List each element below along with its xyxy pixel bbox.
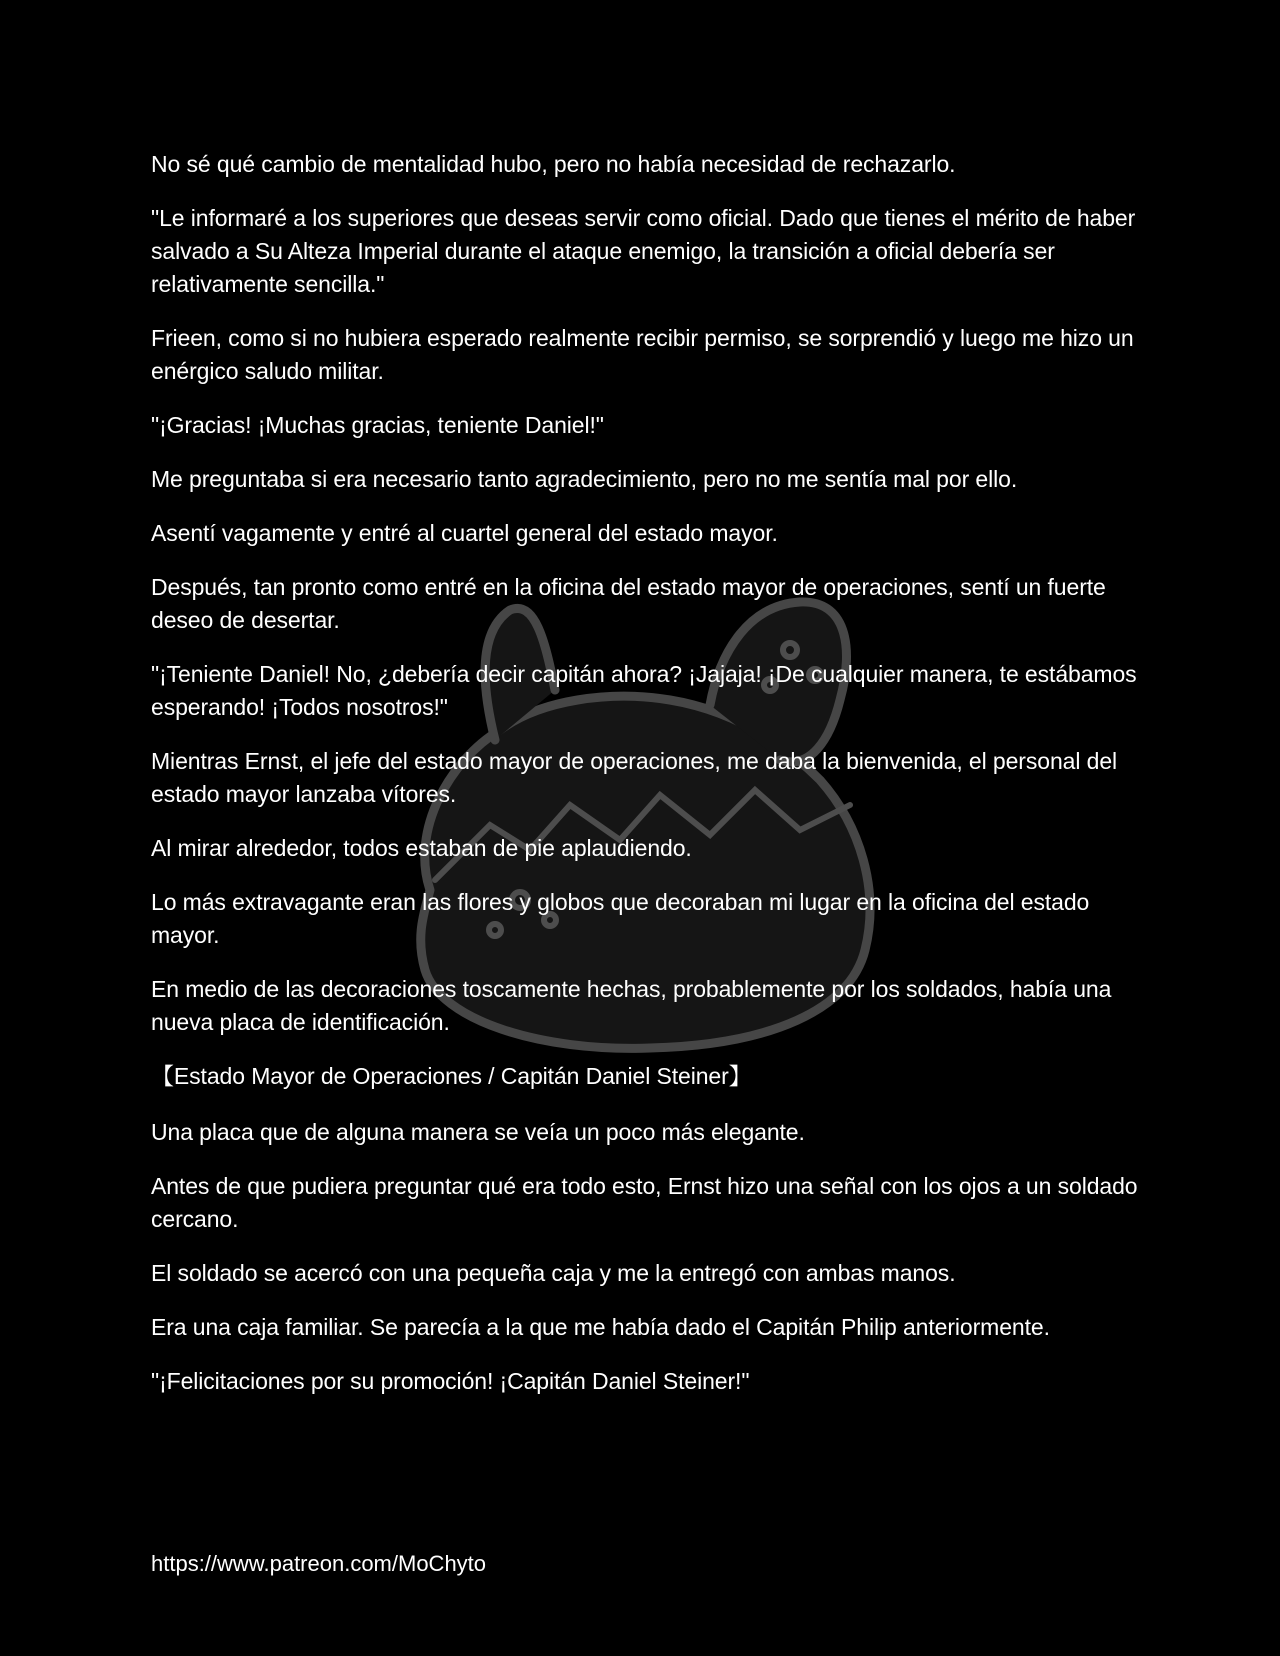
paragraph: Antes de que pudiera preguntar qué era todo esto, Ernst hizo una señal con los ojos a un soldado cercano. bbox=[151, 1173, 1138, 1232]
paragraph: "Le informaré a los superiores que deseas servir como oficial. Dado que tienes el mérito de haber salvado a Su Alteza Imperial durante el ataque enemigo, la transición a oficial debería ser relativamente sencilla." bbox=[151, 205, 1136, 297]
paragraph: Lo más extravagante eran las flores y globos que decoraban mi lugar en la oficina del estado mayor. bbox=[151, 889, 1090, 948]
paragraph: Era una caja familiar. Se parecía a la que me había dado el Capitán Philip anteriormente. bbox=[151, 1314, 1050, 1340]
paragraph: Una placa que de alguna manera se veía un poco más elegante. bbox=[151, 1119, 805, 1145]
chapter-text bbox=[151, 148, 1141, 1419]
paragraph: En medio de las decoraciones toscamente hechas, probablemente por los soldados, había una nueva placa de identificación. bbox=[151, 976, 1112, 1035]
paragraph: "¡Teniente Daniel! No, ¿debería decir capitán ahora? ¡Jajaja! ¡De cualquier manera, te estábamos esperando! ¡Todos nosotros!" bbox=[151, 661, 1137, 720]
paragraph: El soldado se acercó con una pequeña caja y me la entregó con ambas manos. bbox=[151, 1260, 956, 1286]
paragraph: Me preguntaba si era necesario tanto agradecimiento, pero no me sentía mal por ello. bbox=[151, 466, 1018, 492]
paragraph: No sé qué cambio de mentalidad hubo, pero no había necesidad de rechazarlo. bbox=[151, 151, 956, 177]
paragraph: Frieen, como si no hubiera esperado realmente recibir permiso, se sorprendió y luego me hizo un enérgico saludo militar. bbox=[151, 325, 1134, 384]
paragraph: "¡Gracias! ¡Muchas gracias, teniente Daniel!" bbox=[151, 412, 604, 438]
paragraph: Asentí vagamente y entré al cuartel general del estado mayor. bbox=[151, 520, 778, 546]
patreon-link[interactable]: https://www.patreon.com/MoChyto bbox=[151, 1551, 487, 1576]
paragraph: Después, tan pronto como entré en la oficina del estado mayor de operaciones, sentí un fuerte deseo de desertar. bbox=[151, 574, 1106, 633]
nameplate-line: 【Estado Mayor de Operaciones / Capitán Daniel Steiner】 bbox=[151, 1063, 752, 1089]
paragraph: Mientras Ernst, el jefe del estado mayor de operaciones, me daba la bienvenida, el personal del estado mayor lanzaba vítores. bbox=[151, 748, 1118, 807]
paragraph: "¡Felicitaciones por su promoción! ¡Capitán Daniel Steiner!" bbox=[151, 1368, 750, 1394]
paragraph: Al mirar alrededor, todos estaban de pie aplaudiendo. bbox=[151, 835, 692, 861]
